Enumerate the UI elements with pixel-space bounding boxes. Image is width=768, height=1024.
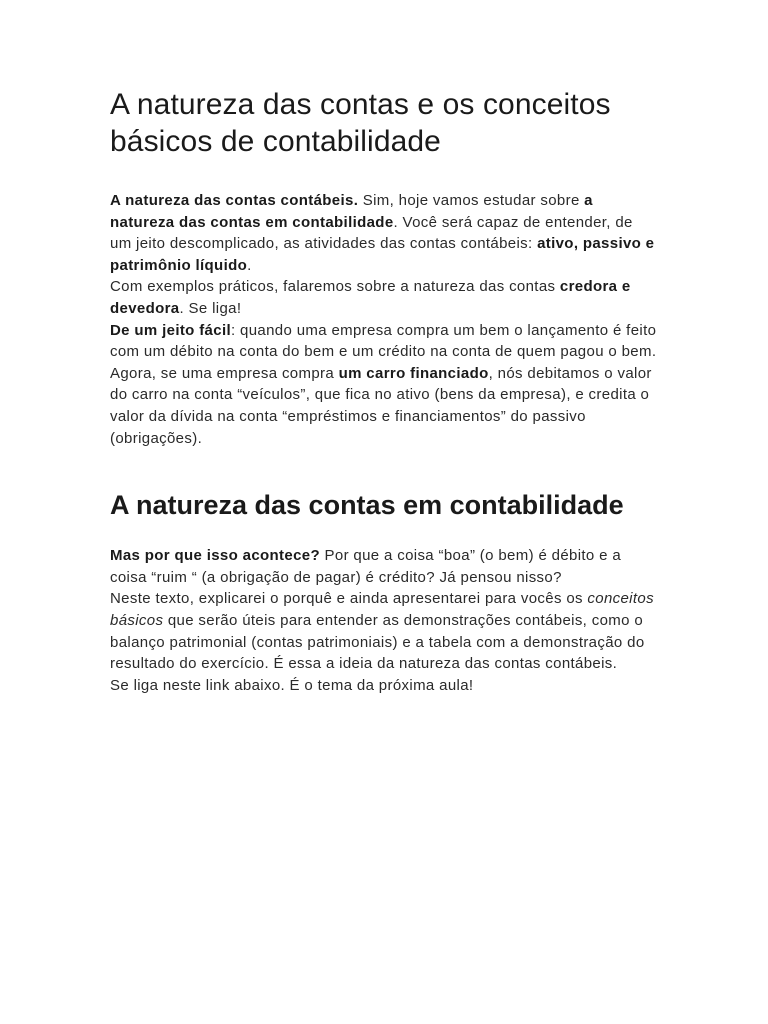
italic-text: conceitos básicos — [110, 590, 654, 629]
bold-text: A natureza das contas contábeis. — [110, 192, 359, 209]
bold-text: um carro financiado — [338, 364, 489, 382]
bold-text: Mas por que isso acontece? — [110, 547, 320, 565]
bold-text: De um jeito fácil — [110, 321, 231, 339]
article-title: A natureza das contas e os conceitos básicos de contabilidade — [110, 88, 611, 158]
article-body — [110, 86, 658, 696]
paragraph-easy-way: De um jeito fácil: quando uma empresa compra um bem o lançamento é feito com um débito na conta do bem e um crédito na conta de quem pagou o bem. — [110, 321, 657, 361]
paragraph-explanation: Neste texto, explicarei o porquê e ainda apresentarei para vocês os conceitos básicos que serão úteis para entender as demonstrações contábeis, como o balanço patrimonial (contas patrimoniais) e a tabela com a demonstração do resultado do exercício. É essa a ideia da natureza das contas contábeis. — [110, 590, 654, 673]
intro-paragraph: A natureza das contas contábeis. Sim, hoje vamos estudar sobre a natureza das contas em contabilidade. Você será capaz de entender, de um jeito descomplicado, as atividades das contas contábeis: ativo, passivo e patrimônio líquido. — [110, 192, 655, 274]
bold-text: a natureza das contas em contabilidade — [110, 192, 593, 231]
paragraph-link-note: Se liga neste link abaixo. É o tema da próxima aula! — [110, 676, 474, 694]
paragraph-car-example: Agora, se uma empresa compra um carro financiado, nós debitamos o valor do carro na conta “veículos”, que fica no ativo (bens da empresa), e credita o valor da dívida na conta “empréstimos e financiamentos” do passivo (obrigações). — [110, 364, 652, 447]
paragraph-examples: Com exemplos práticos, falaremos sobre a natureza das contas credora e devedora. Se liga! — [110, 278, 631, 317]
bold-text: ativo, passivo e patrimônio líquido — [110, 235, 655, 274]
section-heading: A natureza das contas em contabilidade — [110, 490, 624, 521]
paragraph-why: Mas por que isso acontece? Por que a coisa “boa” (o bem) é débito e a coisa “ruim “ (a obrigação de pagar) é crédito? Já pensou nisso? — [110, 547, 622, 586]
bold-text: credora e devedora — [110, 278, 631, 317]
